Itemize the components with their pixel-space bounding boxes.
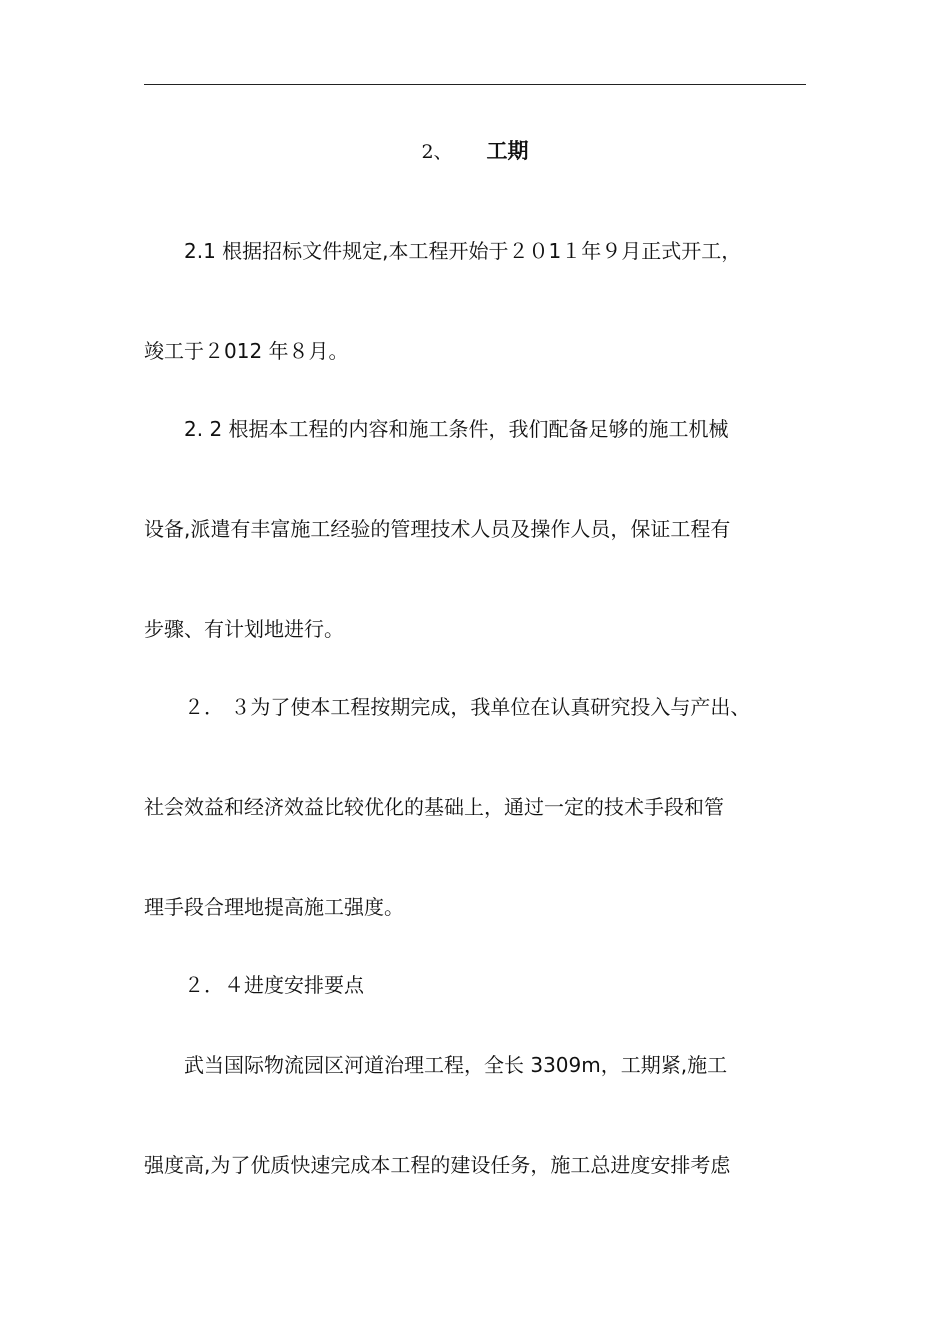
paragraph-2-3-line-1: ２． ３为了使本工程按期完成，我单位在认真研究投入与产出、 (184, 695, 751, 719)
paragraph-2-2-line-2: 设备,派遣有丰富施工经验的管理技术人员及操作人员，保证工程有 (144, 517, 731, 541)
subheading-2-4: ２．４进度安排要点 (184, 973, 364, 997)
section-heading (0, 136, 950, 167)
paragraph-2-3-line-3: 理手段合理地提高施工强度。 (144, 895, 404, 919)
paragraph-2-1-line-2: 竣工于２012 年８月。 (144, 339, 349, 363)
paragraph-body-line-2: 强度高,为了优质快速完成本工程的建设任务，施工总进度安排考虑 (144, 1153, 731, 1177)
header-rule (144, 84, 806, 85)
paragraph-2-3-line-2: 社会效益和经济效益比较优化的基础上，通过一定的技术手段和管 (144, 795, 724, 819)
section-title: 工期 (486, 139, 529, 163)
paragraph-2-2-line-1: 2. 2 根据本工程的内容和施工条件，我们配备足够的施工机械 (184, 417, 729, 441)
paragraph-2-1-line-1: 2.1 根据招标文件规定,本工程开始于２０1１年９月正式开工， (184, 239, 742, 263)
paragraph-2-2-line-3: 步骤、有计划地进行。 (144, 617, 344, 641)
paragraph-body-line-1: 武当国际物流园区河道治理工程，全长 3309m，工期紧,施工 (184, 1053, 728, 1077)
section-number: 2、 (421, 141, 453, 163)
